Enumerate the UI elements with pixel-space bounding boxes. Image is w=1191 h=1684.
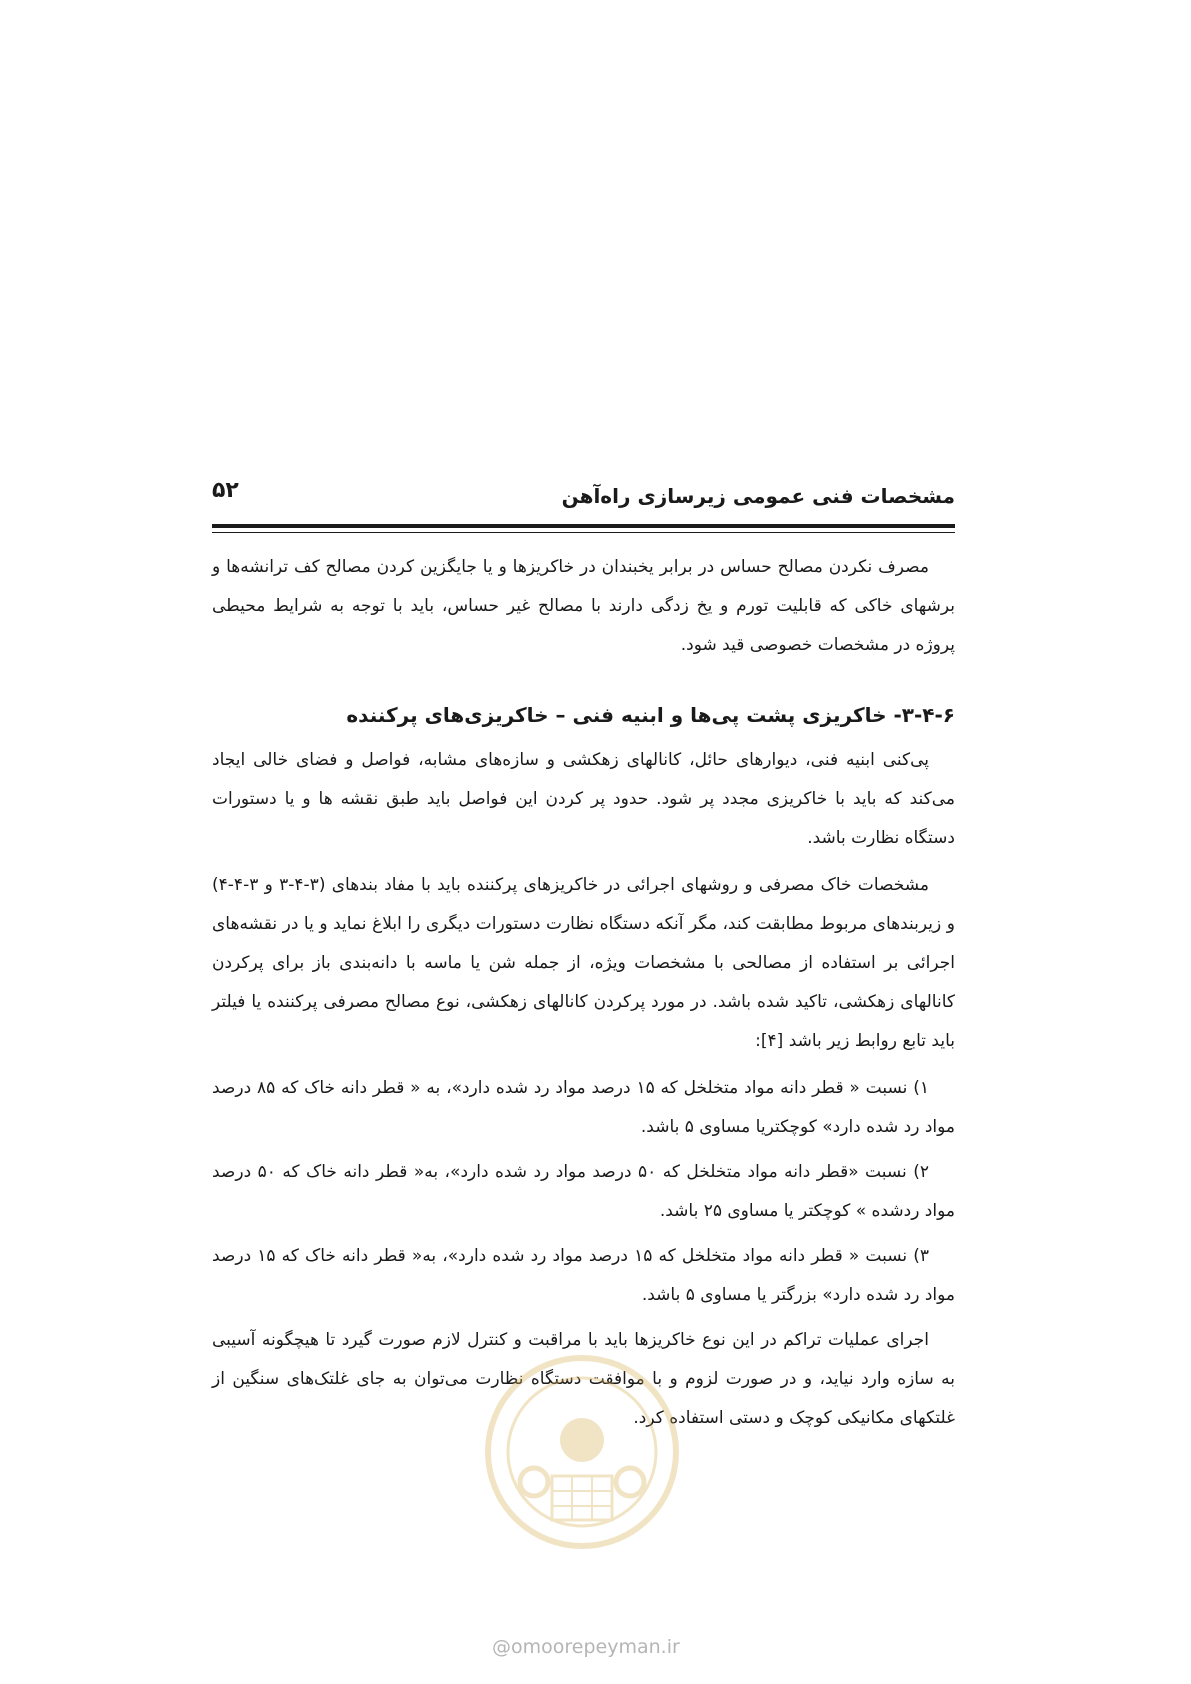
publisher-seal-icon bbox=[482, 1352, 682, 1552]
page-number: ۵۲ bbox=[212, 478, 239, 503]
filter-rule-3: ۳) نسبت « قطر دانه مواد متخلخل که ۱۵ درصد مواد رد شده دارد»، به« قطر دانه خاک که ۱۵ درصد مواد رد شده دارد» بزرگتر یا مساوی ۵ باشد. bbox=[212, 1246, 955, 1305]
section-heading: ۳-۴-۶- خاکریزی پشت پی‌ها و ابنیه فنی – خاکریزی‌های پرکننده bbox=[346, 703, 955, 727]
paragraph-backfill-gaps: پی‌کنی ابنیه فنی، دیوارهای حائل، کانالهای زهکشی و سازه‌های مشابه، فواصل و فضای خالی ایجاد می‌کند که باید با خاکریزی مجدد پر شود. حدود پر کردن این فواصل باید طبق نقشه ها و یا دستورات دستگاه نظارت باشد. bbox=[212, 750, 955, 848]
page-header bbox=[212, 470, 955, 532]
paragraph-compaction: اجرای عملیات تراکم در این نوع خاکریزها باید با مراقبت و کنترل لازم صورت گیرد تا هیچگونه آسیبی به سازه وارد نیاید، و در صورت لزوم و با موافقت دستگاه نظارت می‌توان به جای غلتک‌های سنگین از غلتکهای مکانیکی کوچک و دستی استفاده کرد. bbox=[212, 1330, 955, 1428]
filter-rule-2: ۲) نسبت «قطر دانه مواد متخلخل که ۵۰ درصد مواد رد شده دارد»، به« قطر دانه خاک که ۵۰ درصد مواد ردشده » کوچکتر یا مساوی ۲۵ باشد. bbox=[212, 1162, 955, 1221]
filter-rule-1: ۱) نسبت « قطر دانه مواد متخلخل که ۱۵ درصد مواد رد شده دارد»، به « قطر دانه خاک که ۸۵ درصد مواد رد شده دارد» کوچکتریا مساوی ۵ باشد. bbox=[212, 1078, 955, 1137]
watermark-url: @omoorepeyman.ir bbox=[492, 1636, 680, 1658]
running-title: مشخصات فنی عمومی زیرسازی راه‌آهن bbox=[561, 484, 955, 508]
header-rule-thin bbox=[212, 532, 955, 533]
body-text bbox=[212, 548, 955, 1446]
header-rule-thick bbox=[212, 524, 955, 528]
paragraph-soil-specs: مشخصات خاک مصرفی و روشهای اجرائی در خاکریزهای پرکننده باید با مفاد بندهای (۳-۴-۳ و ۳-۴-۴) و زیربندهای مربوط مطابقت کند، مگر آنکه دستگاه نظارت دستورات دیگری را ابلاغ نماید و یا در نقشه‌های اجرائی بر استفاده از مصالحی با مشخصات ویژه، از جمله شن یا ماسه با دانه‌بندی باز برای پرکردن کانالهای زهکشی، تاکید شده باشد. در مورد پرکردن کانالهای زهکشی، نوع مصالح مصرفی پرکننده یا فیلتر باید تابع روابط زیر باشد [۴]: bbox=[212, 875, 955, 1051]
paragraph-frost-materials: مصرف نکردن مصالح حساس در برابر یخبندان در خاکریزها و یا جایگزین کردن مصالح کف ترانشه‌ها و برشهای خاکی که قابلیت تورم و یخ زدگی دارند با مصالح غیر حساس، باید با توجه به شرایط محیطی پروژه در مشخصات خصوصی قید شود. bbox=[212, 557, 955, 655]
